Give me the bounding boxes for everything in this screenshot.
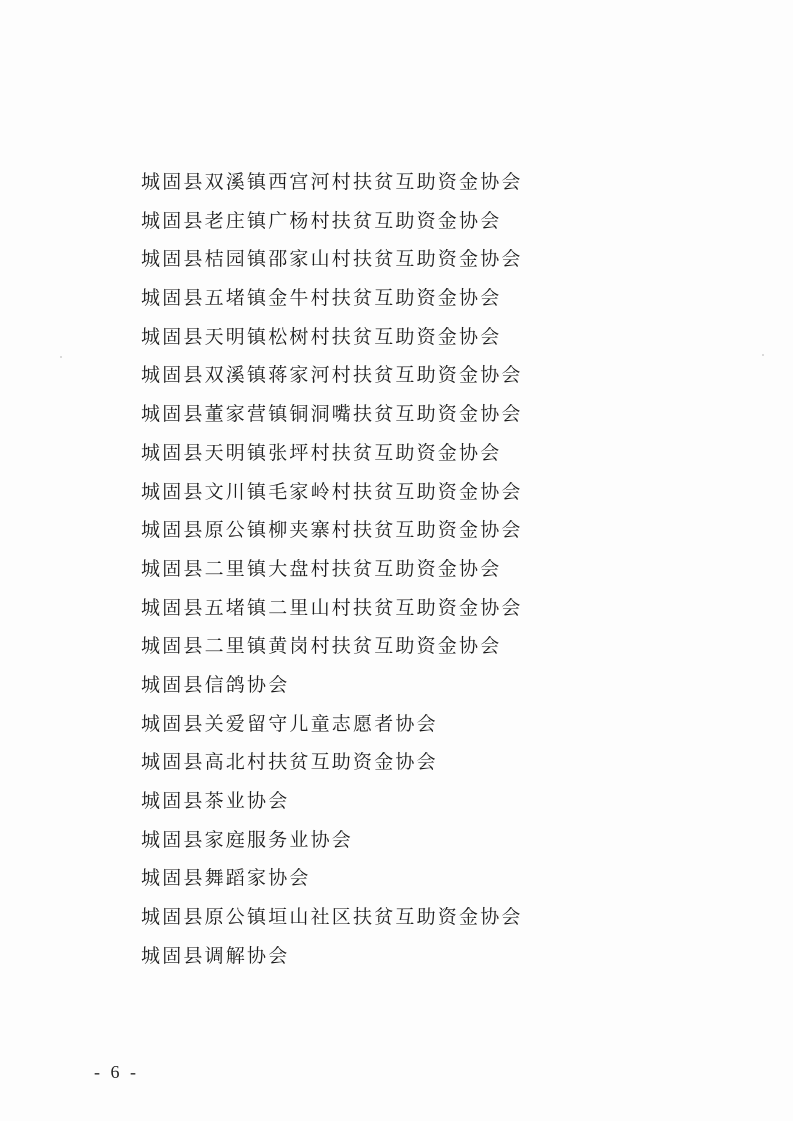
list-item: 城固县信鸽协会 xyxy=(141,673,290,696)
list-item: 城固县双溪镇蒋家河村扶贫互助资金协会 xyxy=(141,364,523,387)
list-item: 城固县二里镇黄岗村扶贫互助资金协会 xyxy=(141,635,502,658)
list-item: 城固县桔园镇邵家山村扶贫互助资金协会 xyxy=(141,248,523,271)
organization-list xyxy=(141,163,523,975)
list-item: 城固县双溪镇西宫河村扶贫互助资金协会 xyxy=(141,171,523,193)
list-item: 城固县二里镇大盘村扶贫互助资金协会 xyxy=(141,557,502,580)
list-item: 城固县舞蹈家协会 xyxy=(141,867,311,890)
scan-speck xyxy=(762,354,764,356)
list-item: 城固县家庭服务业协会 xyxy=(141,828,354,851)
list-item: 城固县文川镇毛家岭村扶贫互助资金协会 xyxy=(141,480,523,503)
list-item: 城固县原公镇柳夹寨村扶贫互助资金协会 xyxy=(141,519,523,542)
list-item: 城固县董家营镇铜洞嘴扶贫互助资金协会 xyxy=(141,403,523,426)
list-item: 城固县高北村扶贫互助资金协会 xyxy=(141,751,438,774)
list-item: 城固县调解协会 xyxy=(141,944,290,967)
list-item: 城固县五堵镇金牛村扶贫互助资金协会 xyxy=(141,287,502,310)
list-item: 城固县天明镇松树村扶贫互助资金协会 xyxy=(141,325,502,348)
list-item: 城固县老庄镇广杨村扶贫互助资金协会 xyxy=(141,209,502,232)
list-item: 城固县五堵镇二里山村扶贫互助资金协会 xyxy=(141,596,523,619)
list-item: 城固县关爱留守儿童志愿者协会 xyxy=(141,712,438,735)
page-number: - 6 - xyxy=(94,1062,139,1082)
list-item: 城固县茶业协会 xyxy=(141,790,290,812)
scan-speck xyxy=(60,356,62,358)
list-item: 城固县原公镇垣山社区扶贫互助资金协会 xyxy=(141,906,523,929)
list-item: 城固县天明镇张坪村扶贫互助资金协会 xyxy=(141,441,502,464)
